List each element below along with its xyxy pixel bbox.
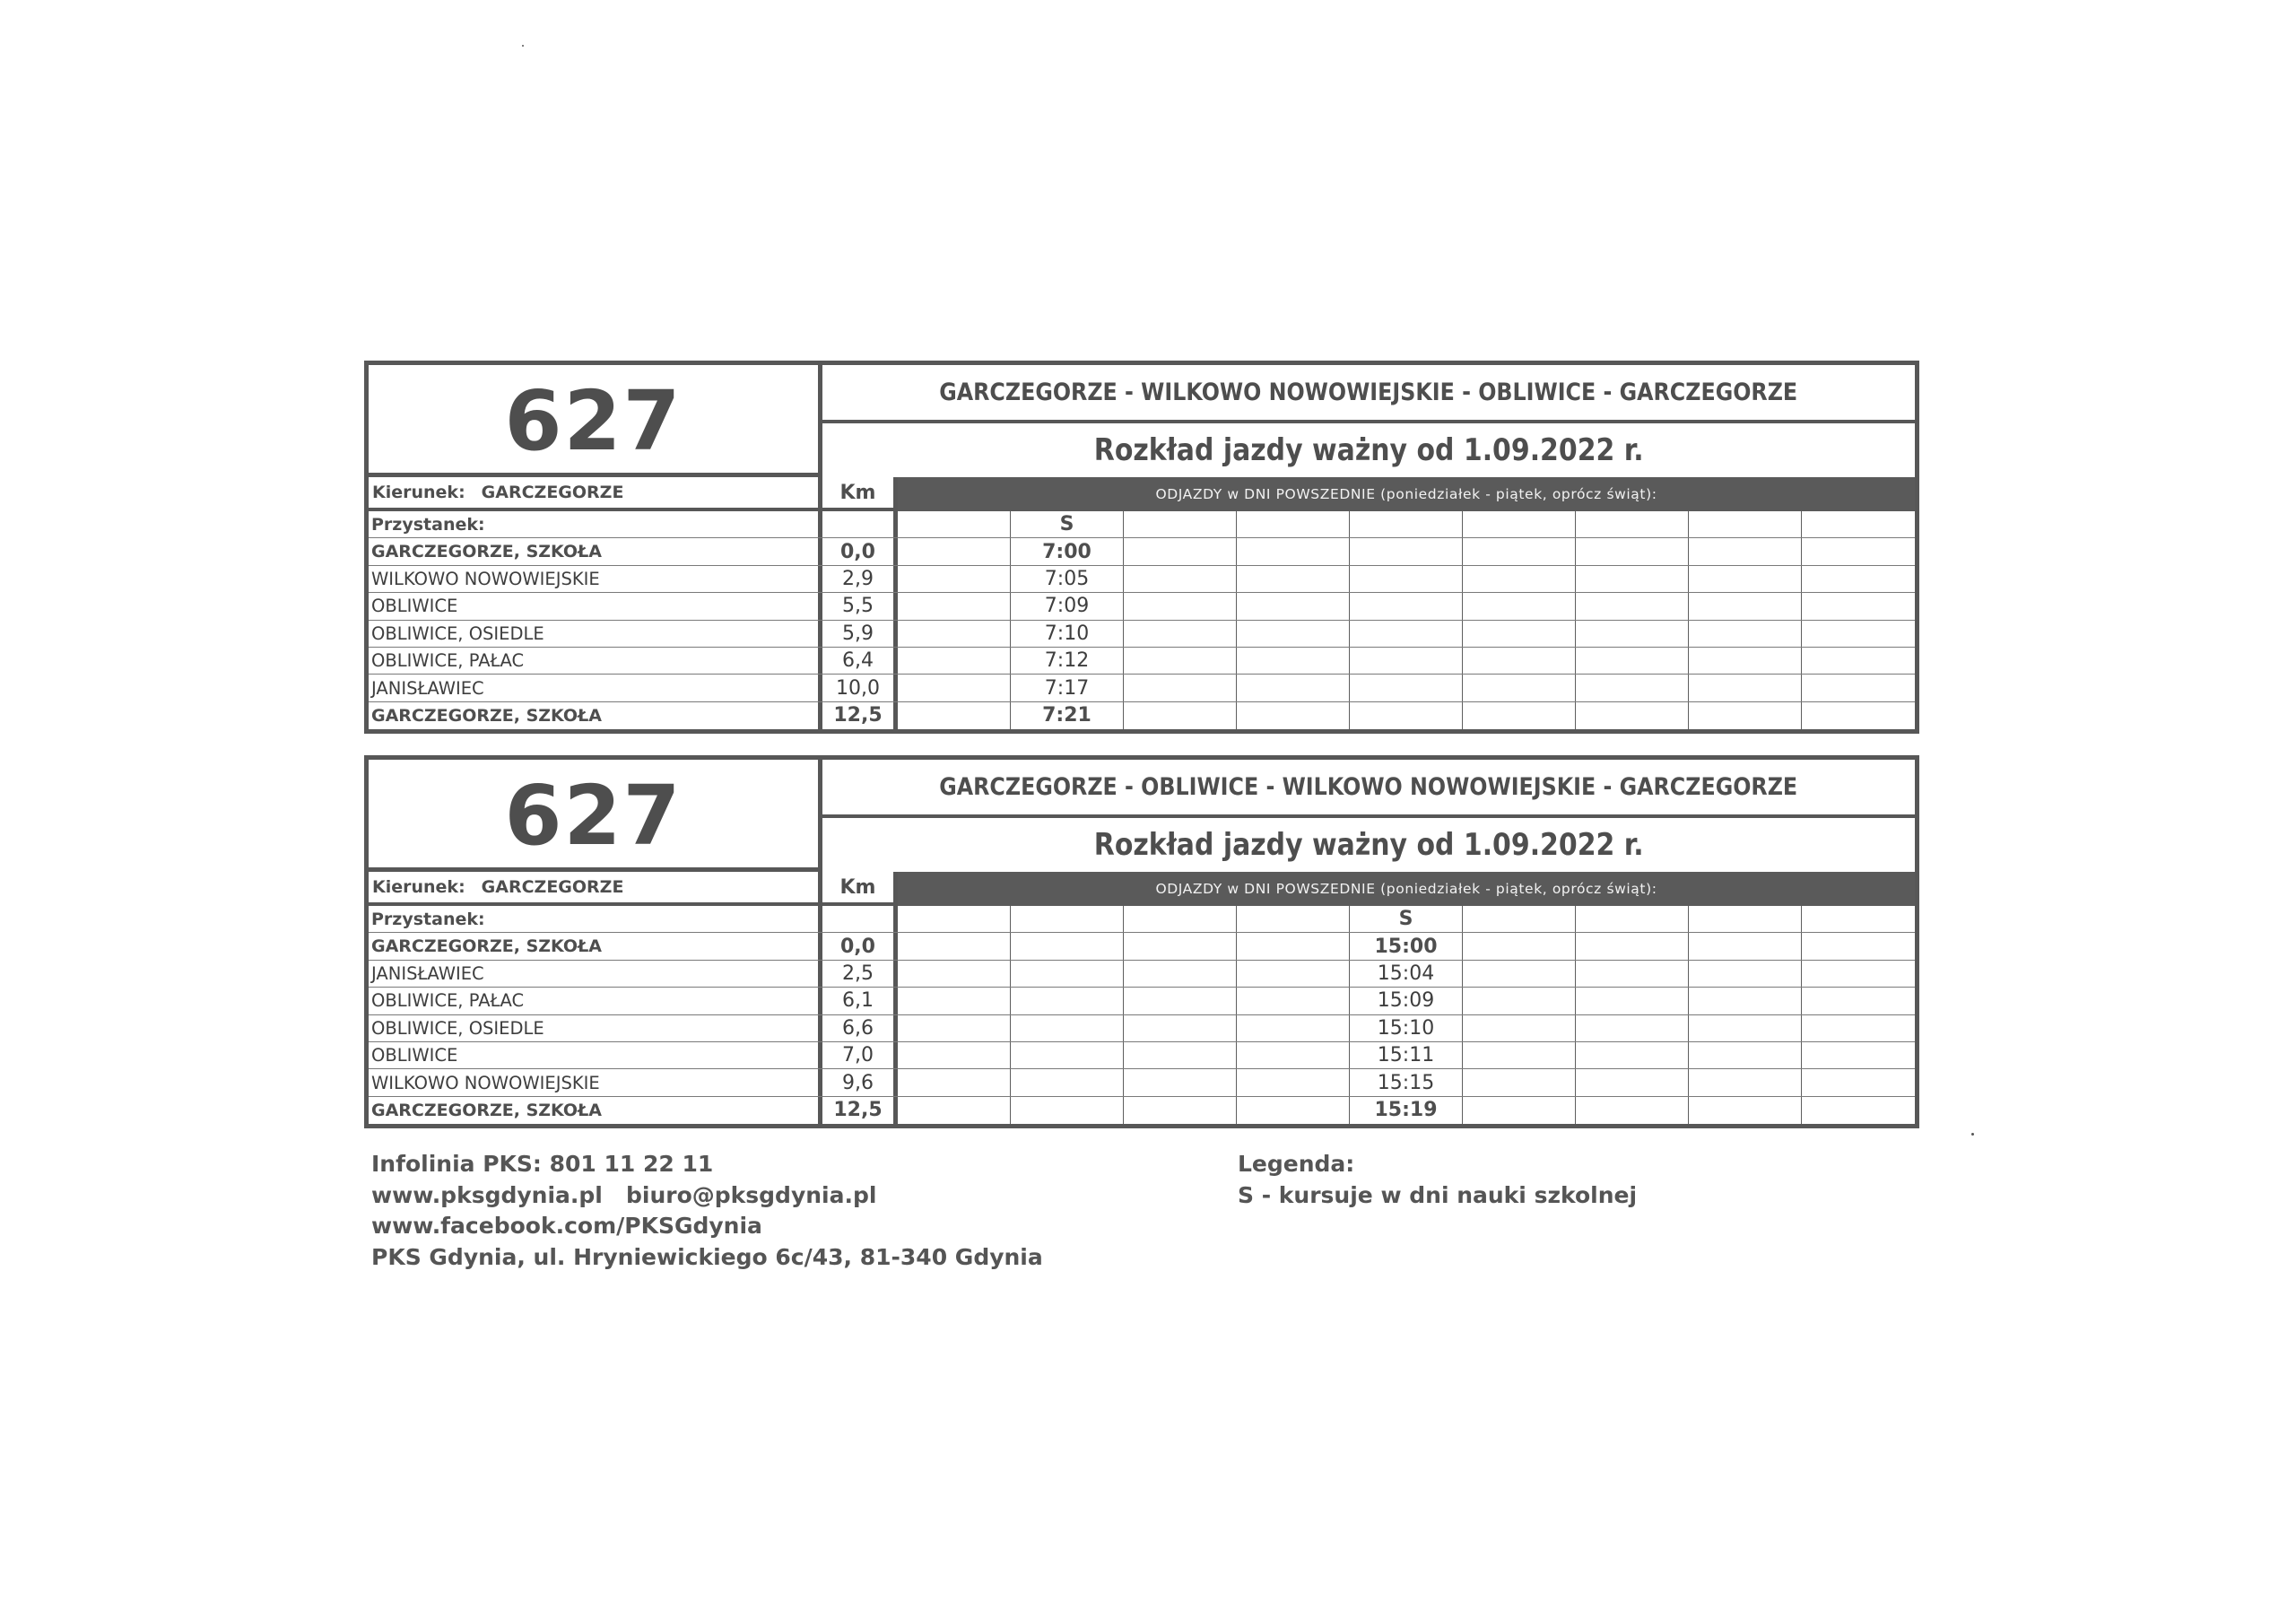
stop-name: OBLIWICE, PAŁAC <box>369 988 822 1014</box>
course-mark <box>1689 906 1802 932</box>
course-mark <box>1124 511 1237 537</box>
departure-time <box>898 566 1011 592</box>
departure-time <box>1124 538 1237 564</box>
stop-km: 5,9 <box>822 621 898 647</box>
course-mark <box>1689 511 1802 537</box>
valid-from-row <box>822 423 1915 477</box>
stop-row <box>369 675 1915 701</box>
departure-time <box>1463 593 1576 619</box>
stop-name: GARCZEGORZE, SZKOŁA <box>369 538 822 564</box>
infoline-text: Infolinia PKS: 801 11 22 11 <box>371 1151 714 1177</box>
direction-value: GARCZEGORZE <box>481 483 624 502</box>
departure-time <box>1802 566 1915 592</box>
departure-time <box>1689 538 1802 564</box>
stop-row <box>369 1042 1915 1069</box>
route-name-row <box>822 365 1915 423</box>
departure-time <box>1802 961 1915 987</box>
departure-time <box>1011 961 1124 987</box>
stop-row <box>369 1069 1915 1096</box>
departure-time <box>898 1015 1011 1041</box>
stop-row <box>369 538 1915 565</box>
departure-time <box>1463 1015 1576 1041</box>
departure-time <box>1802 675 1915 701</box>
departure-time: 7:05 <box>1011 566 1124 592</box>
stop-km: 6,1 <box>822 988 898 1014</box>
web-email-text[interactable]: www.pksgdynia.pl biuro@pksgdynia.pl <box>371 1181 877 1208</box>
departure-time <box>898 538 1011 564</box>
stop-row <box>369 702 1915 729</box>
departure-time <box>898 961 1011 987</box>
course-mark <box>1463 511 1576 537</box>
direction-label: Kierunek: <box>372 877 465 897</box>
km-header: Km <box>822 477 898 511</box>
stop-km: 0,0 <box>822 538 898 564</box>
departure-time: 7:21 <box>1011 702 1124 729</box>
departure-time <box>1011 933 1124 959</box>
departure-time <box>1689 566 1802 592</box>
route-number: 627 <box>504 767 683 864</box>
course-mark <box>898 906 1011 932</box>
stop-row <box>369 593 1915 620</box>
legend-title: Legenda: <box>1238 1151 1355 1177</box>
route-number-box <box>369 760 822 872</box>
departure-time: 15:11 <box>1350 1042 1463 1068</box>
stop-row <box>369 961 1915 988</box>
stop-row <box>369 621 1915 648</box>
departure-time <box>1237 1015 1350 1041</box>
departure-time <box>1124 1069 1237 1095</box>
departure-time <box>1802 648 1915 674</box>
departure-time <box>1124 702 1237 729</box>
departure-time <box>1576 702 1689 729</box>
departure-time: 7:09 <box>1011 593 1124 619</box>
course-mark <box>1124 906 1237 932</box>
departure-time <box>1463 702 1576 729</box>
route-name-row <box>822 760 1915 818</box>
departure-time <box>1237 593 1350 619</box>
stop-header: Przystanek: <box>369 906 822 932</box>
km-blank <box>822 511 898 537</box>
departure-time <box>1237 1042 1350 1068</box>
stop-name: OBLIWICE <box>369 1042 822 1068</box>
direction-label: Kierunek: <box>372 483 465 502</box>
stops-grid <box>369 906 1915 1124</box>
departure-time <box>1689 933 1802 959</box>
departure-time <box>1350 675 1463 701</box>
departure-time <box>1237 675 1350 701</box>
stop-km: 6,6 <box>822 1015 898 1041</box>
departure-time <box>1689 988 1802 1014</box>
departure-time <box>1011 1015 1124 1041</box>
stop-name: WILKOWO NOWOWIEJSKIE <box>369 566 822 592</box>
course-mark <box>1011 906 1124 932</box>
departure-time: 7:00 <box>1011 538 1124 564</box>
stop-km: 9,6 <box>822 1069 898 1095</box>
departure-time <box>1802 621 1915 647</box>
valid-from-row <box>822 818 1915 872</box>
stop-km: 7,0 <box>822 1042 898 1068</box>
departures-header: ODJAZDY w DNI POWSZEDNIE (poniedziałek - piątek, oprócz świąt): <box>898 477 1915 511</box>
departure-time <box>898 593 1011 619</box>
stop-km: 12,5 <box>822 1097 898 1124</box>
stop-row <box>369 1015 1915 1042</box>
departure-time <box>1463 566 1576 592</box>
stop-km: 2,5 <box>822 961 898 987</box>
departure-time <box>1463 1042 1576 1068</box>
departure-time <box>1011 988 1124 1014</box>
valid-from: Rozkład jazdy ważny od 1.09.2022 r. <box>1093 827 1644 863</box>
stop-name: JANISŁAWIEC <box>369 961 822 987</box>
departure-time <box>1576 1015 1689 1041</box>
departure-time <box>1350 648 1463 674</box>
departure-time <box>1802 1097 1915 1124</box>
departure-time <box>1576 675 1689 701</box>
departure-time <box>1124 1097 1237 1124</box>
stop-row <box>369 988 1915 1014</box>
stop-name: JANISŁAWIEC <box>369 675 822 701</box>
departure-time <box>1124 961 1237 987</box>
scan-speck <box>1971 1133 1974 1136</box>
course-mark <box>1802 511 1915 537</box>
course-mark <box>1350 511 1463 537</box>
stop-row <box>369 648 1915 675</box>
stop-km: 5,5 <box>822 593 898 619</box>
departure-time <box>1802 933 1915 959</box>
departure-time <box>1802 538 1915 564</box>
departure-time <box>1350 538 1463 564</box>
scan-speck <box>522 45 524 47</box>
departure-time <box>898 702 1011 729</box>
stop-header: Przystanek: <box>369 511 822 537</box>
course-mark <box>898 511 1011 537</box>
timetable-2 <box>364 755 1919 1128</box>
departure-time <box>1463 1069 1576 1095</box>
departure-time: 15:04 <box>1350 961 1463 987</box>
stop-km: 12,5 <box>822 702 898 729</box>
departure-time <box>1011 1069 1124 1095</box>
departure-time <box>1463 538 1576 564</box>
departure-time <box>1689 1097 1802 1124</box>
departure-time <box>1463 675 1576 701</box>
departure-time <box>1463 933 1576 959</box>
course-mark <box>1802 906 1915 932</box>
departure-time <box>1124 648 1237 674</box>
departure-time <box>898 675 1011 701</box>
departure-time: 7:17 <box>1011 675 1124 701</box>
departure-time <box>1124 1042 1237 1068</box>
km-blank <box>822 906 898 932</box>
departure-time <box>1463 1097 1576 1124</box>
stop-row <box>369 566 1915 593</box>
departure-time <box>1350 593 1463 619</box>
stop-name: OBLIWICE <box>369 593 822 619</box>
departure-time <box>898 988 1011 1014</box>
departure-time <box>1124 988 1237 1014</box>
departure-time: 7:12 <box>1011 648 1124 674</box>
stop-km: 0,0 <box>822 933 898 959</box>
departure-time <box>1237 648 1350 674</box>
departure-time <box>1689 702 1802 729</box>
departure-time <box>1124 675 1237 701</box>
departure-time <box>1689 961 1802 987</box>
departure-time <box>1124 1015 1237 1041</box>
course-mark: S <box>1350 906 1463 932</box>
departure-time <box>1576 593 1689 619</box>
stop-name: GARCZEGORZE, SZKOŁA <box>369 933 822 959</box>
departure-time <box>1350 621 1463 647</box>
departure-time <box>1802 1069 1915 1095</box>
departure-time: 7:10 <box>1011 621 1124 647</box>
departure-time <box>1237 1097 1350 1124</box>
stop-km: 2,9 <box>822 566 898 592</box>
route-name: GARCZEGORZE - OBLIWICE - WILKOWO NOWOWIEJSKIE - GARCZEGORZE <box>939 773 1798 801</box>
legend <box>1238 1149 1637 1211</box>
departure-time <box>1463 648 1576 674</box>
departure-time <box>1576 621 1689 647</box>
direction-cell <box>369 872 822 906</box>
departure-time <box>1124 593 1237 619</box>
departure-time <box>1237 538 1350 564</box>
departure-time <box>898 648 1011 674</box>
departure-time <box>1576 566 1689 592</box>
departure-time <box>1124 621 1237 647</box>
departure-time <box>1237 1069 1350 1095</box>
departure-time: 15:19 <box>1350 1097 1463 1124</box>
departure-time <box>1689 1069 1802 1095</box>
departure-time <box>1802 1042 1915 1068</box>
departure-time <box>1689 675 1802 701</box>
contact-info <box>371 1149 1043 1273</box>
stop-name: OBLIWICE, OSIEDLE <box>369 621 822 647</box>
departure-time <box>1463 621 1576 647</box>
departure-time <box>1576 648 1689 674</box>
valid-from: Rozkład jazdy ważny od 1.09.2022 r. <box>1093 432 1644 468</box>
course-mark <box>1576 511 1689 537</box>
departure-time <box>898 621 1011 647</box>
departure-time <box>1011 1042 1124 1068</box>
stop-name: OBLIWICE, OSIEDLE <box>369 1015 822 1041</box>
departure-time <box>1237 621 1350 647</box>
departure-time: 15:00 <box>1350 933 1463 959</box>
departure-time <box>898 933 1011 959</box>
departure-time <box>1011 1097 1124 1124</box>
course-mark <box>1237 906 1350 932</box>
stop-name: GARCZEGORZE, SZKOŁA <box>369 702 822 729</box>
departure-time <box>1689 621 1802 647</box>
departure-time <box>1576 961 1689 987</box>
departure-time <box>898 1042 1011 1068</box>
course-mark <box>1463 906 1576 932</box>
departure-time <box>1576 988 1689 1014</box>
km-header: Km <box>822 872 898 906</box>
departures-header: ODJAZDY w DNI POWSZEDNIE (poniedziałek - piątek, oprócz świąt): <box>898 872 1915 906</box>
departure-time <box>1689 1015 1802 1041</box>
departure-time <box>1576 1042 1689 1068</box>
course-mark <box>1576 906 1689 932</box>
stop-name: GARCZEGORZE, SZKOŁA <box>369 1097 822 1124</box>
departure-time <box>1237 961 1350 987</box>
stop-name: WILKOWO NOWOWIEJSKIE <box>369 1069 822 1095</box>
course-marks-row <box>369 906 1915 933</box>
departure-time <box>898 1069 1011 1095</box>
stop-row <box>369 1097 1915 1124</box>
stops-grid <box>369 511 1915 729</box>
departure-time <box>898 1097 1011 1124</box>
departure-time: 15:10 <box>1350 1015 1463 1041</box>
departure-time <box>1237 566 1350 592</box>
legend-entry: S - kursuje w dni nauki szkolnej <box>1238 1181 1638 1208</box>
departure-time: 15:15 <box>1350 1069 1463 1095</box>
departure-time <box>1802 988 1915 1014</box>
timetable-1 <box>364 361 1919 734</box>
departure-time <box>1463 961 1576 987</box>
departure-time <box>1689 1042 1802 1068</box>
departure-time: 15:09 <box>1350 988 1463 1014</box>
route-name: GARCZEGORZE - WILKOWO NOWOWIEJSKIE - OBLIWICE - GARCZEGORZE <box>939 379 1798 406</box>
direction-cell <box>369 477 822 511</box>
departure-time <box>1802 593 1915 619</box>
departure-time <box>1576 1069 1689 1095</box>
route-number-box <box>369 365 822 477</box>
address-text: PKS Gdynia, ul. Hryniewickiego 6c/43, 81-340 Gdynia <box>371 1243 1043 1270</box>
departure-time <box>1124 566 1237 592</box>
departure-time <box>1576 933 1689 959</box>
departure-time <box>1350 566 1463 592</box>
departure-time <box>1802 702 1915 729</box>
departure-time <box>1237 702 1350 729</box>
facebook-link[interactable]: www.facebook.com/PKSGdynia <box>371 1213 762 1239</box>
course-mark <box>1237 511 1350 537</box>
stop-row <box>369 933 1915 960</box>
stop-km: 10,0 <box>822 675 898 701</box>
stop-km: 6,4 <box>822 648 898 674</box>
departure-time <box>1463 988 1576 1014</box>
departure-time <box>1689 593 1802 619</box>
stop-name: OBLIWICE, PAŁAC <box>369 648 822 674</box>
course-mark: S <box>1011 511 1124 537</box>
direction-value: GARCZEGORZE <box>481 877 624 897</box>
departure-time <box>1237 933 1350 959</box>
departure-time <box>1689 648 1802 674</box>
route-number: 627 <box>504 372 683 469</box>
departure-time <box>1124 933 1237 959</box>
course-marks-row <box>369 511 1915 538</box>
departure-time <box>1350 702 1463 729</box>
departure-time <box>1237 988 1350 1014</box>
departure-time <box>1576 538 1689 564</box>
departure-time <box>1802 1015 1915 1041</box>
departure-time <box>1576 1097 1689 1124</box>
